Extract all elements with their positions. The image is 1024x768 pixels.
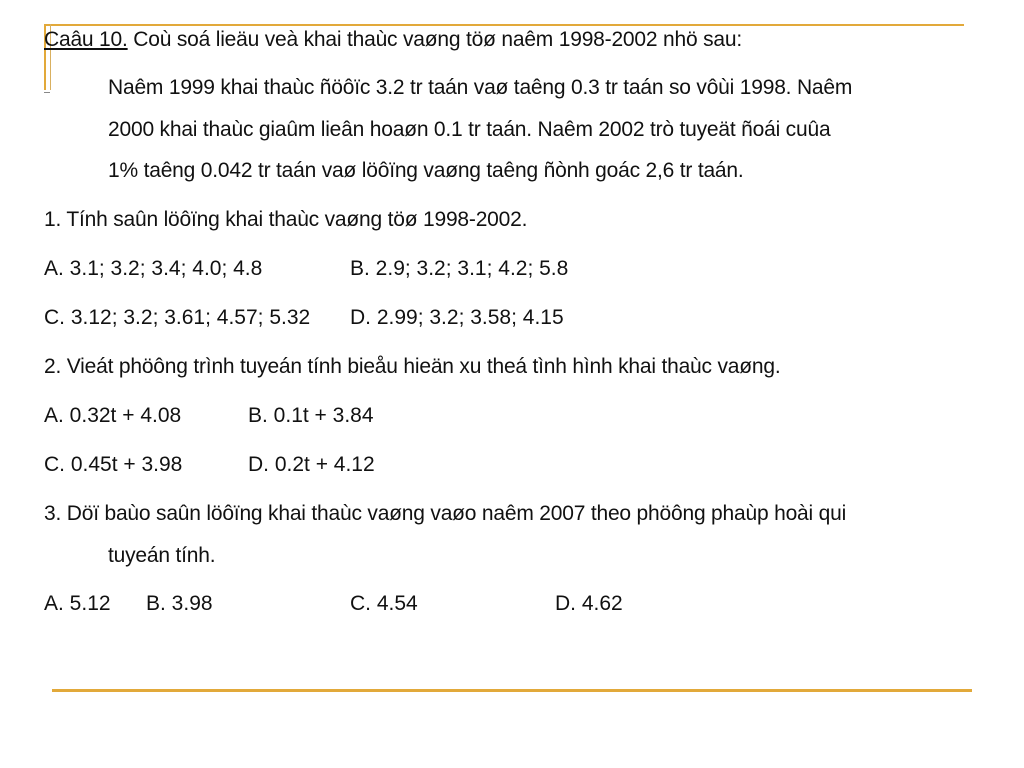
q2-option-a: A. 0.32t + 4.08 (44, 404, 182, 427)
q1-option-c: C. 3.12; 3.2; 3.61; 4.57; 5.32 (44, 306, 311, 329)
q1-option-a: A. 3.1; 3.2; 3.4; 4.0; 4.8 (44, 257, 263, 280)
q2-option-c: C. 0.45t + 3.98 (44, 453, 183, 476)
q3-option-b: B. 3.98 (146, 592, 213, 615)
top-divider (44, 24, 964, 26)
q1-option-b: B. 2.9; 3.2; 3.1; 4.2; 5.8 (350, 257, 569, 280)
q1-prompt: 1. Tính saûn löôïng khai thaùc vaøng töø 1998-2002. (44, 208, 528, 231)
question-heading (44, 28, 742, 52)
question-label: Caâu 10. (44, 28, 128, 51)
q3-option-d: D. 4.62 (555, 592, 623, 615)
bottom-divider (52, 689, 972, 692)
q1-option-d: D. 2.99; 3.2; 3.58; 4.15 (350, 306, 564, 329)
q3-option-c: C. 4.54 (350, 592, 418, 615)
q2-prompt: 2. Vieát phöông trình tuyeán tính bieåu hieän xu theá tình hình khai thaùc vaøng. (44, 355, 781, 378)
question-body-line-2: 2000 khai thaùc giaûm lieân hoaøn 0.1 tr taán. Naêm 2002 trò tuyeät ñoái cuûa (108, 118, 831, 141)
q3-prompt-line-1: 3. Döï baùo saûn löôïng khai thaùc vaøng vaøo naêm 2007 theo phöông phaùp hoài qui (44, 502, 847, 525)
question-title: Coù soá lieäu veà khai thaùc vaøng töø naêm 1998-2002 nhö sau: (133, 28, 742, 51)
q3-prompt-line-2: tuyeán tính. (108, 544, 216, 567)
question-body-line-3: 1% taêng 0.042 tr taán vaø löôïng vaøng taêng ñònh goác 2,6 tr taán. (108, 159, 744, 182)
q2-option-b: B. 0.1t + 3.84 (248, 404, 374, 427)
question-body-line-1: Naêm 1999 khai thaùc ñöôïc 3.2 tr taán vaø taêng 0.3 tr taán so vôùi 1998. Naêm (108, 76, 853, 99)
q3-option-a: A. 5.12 (44, 592, 111, 615)
bullet-mark (44, 92, 50, 93)
q2-option-d: D. 0.2t + 4.12 (248, 453, 375, 476)
